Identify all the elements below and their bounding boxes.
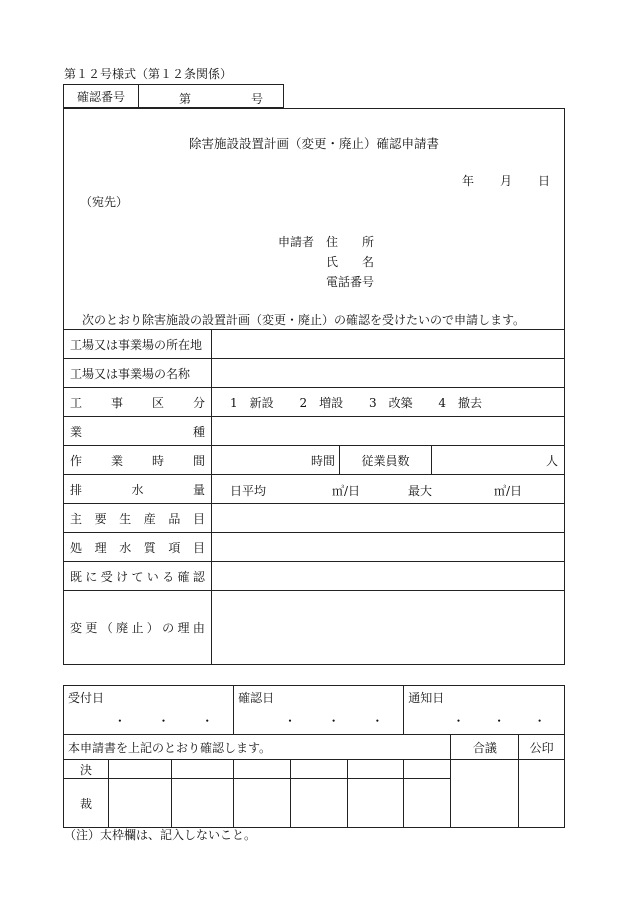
date-dot: ・	[493, 714, 506, 728]
addressee: （宛先）	[80, 195, 129, 209]
products-label	[64, 504, 212, 533]
date-year: 年	[462, 174, 475, 188]
water-quality-field[interactable]	[212, 533, 565, 562]
existing-char: 確	[177, 569, 190, 584]
kessai-label-top: 決	[64, 760, 109, 779]
max-unit: ㎥/日	[494, 484, 523, 498]
date-day: 日	[538, 174, 551, 188]
products-field[interactable]	[212, 504, 565, 533]
work-type-char: 工	[70, 395, 83, 410]
confirmed-date-cell	[234, 686, 404, 735]
notified-date-label: 通知日	[408, 691, 445, 705]
reason-char: 変	[70, 621, 83, 635]
approval-box[interactable]	[404, 779, 451, 828]
reason-char: 由	[192, 621, 205, 635]
existing-char: 既	[70, 569, 83, 584]
council-box[interactable]	[451, 760, 519, 828]
products-char: 主	[70, 511, 83, 526]
approval-box[interactable]	[109, 760, 172, 779]
work-hours-label	[64, 446, 212, 475]
reason-char: 廃	[116, 621, 129, 635]
confirmed-date-label: 確認日	[238, 691, 275, 705]
work-type-char: 分	[192, 395, 205, 410]
work-type-label	[64, 388, 212, 417]
option-remove[interactable]: 4 撤去	[438, 395, 483, 410]
notified-date-cell	[404, 686, 565, 735]
application-table	[63, 329, 565, 665]
seal-label: 公印	[519, 735, 565, 760]
reason-char: 理	[177, 621, 190, 635]
quality-char: 質	[143, 540, 156, 555]
seal-box[interactable]	[519, 760, 565, 828]
existing-char: け	[116, 569, 129, 584]
confirmation-number-field[interactable]	[139, 85, 283, 107]
industry-char: 業	[70, 424, 83, 439]
products-char: 品	[168, 511, 181, 526]
address-label: 住 所	[326, 235, 375, 249]
products-char: 生	[119, 511, 132, 526]
hours-unit: 時間	[310, 453, 335, 468]
applicant-label: 申請者	[278, 235, 315, 249]
date-dot: ・	[371, 714, 384, 728]
daily-unit: ㎥/日	[332, 484, 361, 498]
drainage-label	[64, 475, 212, 504]
work-type-char: 区	[151, 395, 164, 410]
products-char: 要	[94, 511, 107, 526]
existing-confirmation-field[interactable]	[212, 562, 565, 591]
work-hours-char: 間	[192, 453, 205, 468]
option-rebuild[interactable]: 3 改築	[368, 395, 413, 410]
employees-unit: 人	[545, 453, 558, 468]
received-date-cell	[64, 686, 234, 735]
quality-char: 項	[168, 540, 181, 555]
reason-char: 更	[85, 621, 98, 635]
drainage-char: 量	[192, 482, 205, 497]
confirmation-text: 本申請書を上記のとおり確認します。	[64, 735, 451, 760]
change-reason-field[interactable]	[212, 591, 565, 665]
received-date-label: 受付日	[68, 691, 105, 705]
location-field[interactable]	[212, 330, 565, 359]
existing-char: い	[146, 569, 159, 584]
quality-char: 理	[94, 540, 107, 555]
office-use-block	[63, 685, 565, 828]
existing-confirmation-label	[64, 562, 212, 591]
application-header	[63, 108, 565, 330]
products-char: 産	[143, 511, 156, 526]
quality-char: 処	[70, 540, 83, 555]
max-label: 最大	[408, 484, 433, 498]
location-label: 工場又は事業場の所在地	[64, 330, 212, 359]
industry-field[interactable]	[212, 417, 565, 446]
approval-box[interactable]	[234, 760, 291, 779]
document-title: 除害施設設置計画（変更・廃止）確認申請書	[188, 136, 439, 151]
name-field[interactable]	[212, 359, 565, 388]
reason-char: の	[162, 621, 175, 635]
kessai-label-bottom: 裁	[64, 779, 109, 828]
date-dot: ・	[327, 714, 340, 728]
option-expand[interactable]: 2 増設	[299, 395, 344, 410]
water-quality-label	[64, 533, 212, 562]
drainage-field[interactable]	[212, 475, 565, 504]
employees-label: 従業員数	[340, 446, 432, 475]
reason-char: ）	[146, 621, 159, 635]
existing-char: に	[85, 569, 98, 584]
quality-char: 水	[119, 540, 132, 555]
date-dot: ・	[113, 714, 126, 728]
drainage-char: 水	[131, 482, 144, 497]
approval-box[interactable]	[234, 779, 291, 828]
number-dai: 第	[179, 92, 192, 106]
existing-char: 認	[192, 569, 205, 584]
work-hours-char: 作	[70, 453, 83, 468]
daily-average-label: 日平均	[230, 484, 267, 498]
name-row-label: 工場又は事業場の名称	[64, 359, 212, 388]
change-reason-label	[64, 591, 212, 665]
date-dot: ・	[533, 714, 546, 728]
work-type-options	[212, 388, 565, 417]
industry-label	[64, 417, 212, 446]
footnote: （注）太枠欄は、記入しないこと。	[64, 828, 257, 842]
approval-box[interactable]	[347, 760, 404, 779]
approval-box[interactable]	[290, 760, 347, 779]
confirmation-number-label: 確認番号	[64, 85, 139, 107]
quality-char: 目	[192, 540, 205, 555]
existing-char: て	[131, 569, 144, 584]
option-new[interactable]: 1 新設	[230, 395, 274, 410]
approval-box[interactable]	[347, 779, 404, 828]
industry-char: 種	[192, 424, 205, 439]
date-dot: ・	[452, 714, 465, 728]
existing-char: 受	[100, 569, 113, 584]
approval-box[interactable]	[171, 760, 234, 779]
approval-box[interactable]	[404, 760, 451, 779]
work-type-char: 事	[110, 395, 123, 410]
products-char: 目	[192, 511, 205, 526]
approval-box[interactable]	[109, 779, 172, 828]
date-dot: ・	[201, 714, 214, 728]
date-month: 月	[500, 174, 513, 188]
approval-box[interactable]	[290, 779, 347, 828]
date-dot: ・	[157, 714, 170, 728]
form-number-title: 第１２号様式（第１２条関係）	[64, 67, 233, 81]
work-hours-field[interactable]	[212, 446, 340, 475]
reason-char: （	[100, 621, 113, 635]
approval-box[interactable]	[171, 779, 234, 828]
application-statement: 次のとおり除害施設の設置計画（変更・廃止）の確認を受けたいので申請します。	[82, 313, 526, 327]
phone-label: 電話番号	[326, 275, 375, 289]
name-label: 氏 名	[326, 255, 375, 269]
confirmation-number-box	[63, 84, 284, 108]
reason-char: 止	[131, 621, 144, 635]
work-hours-char: 業	[110, 453, 123, 468]
work-hours-char: 時	[151, 453, 164, 468]
employees-field[interactable]	[432, 446, 565, 475]
existing-char: る	[162, 569, 175, 584]
council-label: 合議	[451, 735, 519, 760]
drainage-char: 排	[70, 482, 83, 497]
number-go: 号	[251, 92, 264, 106]
date-dot: ・	[283, 714, 296, 728]
